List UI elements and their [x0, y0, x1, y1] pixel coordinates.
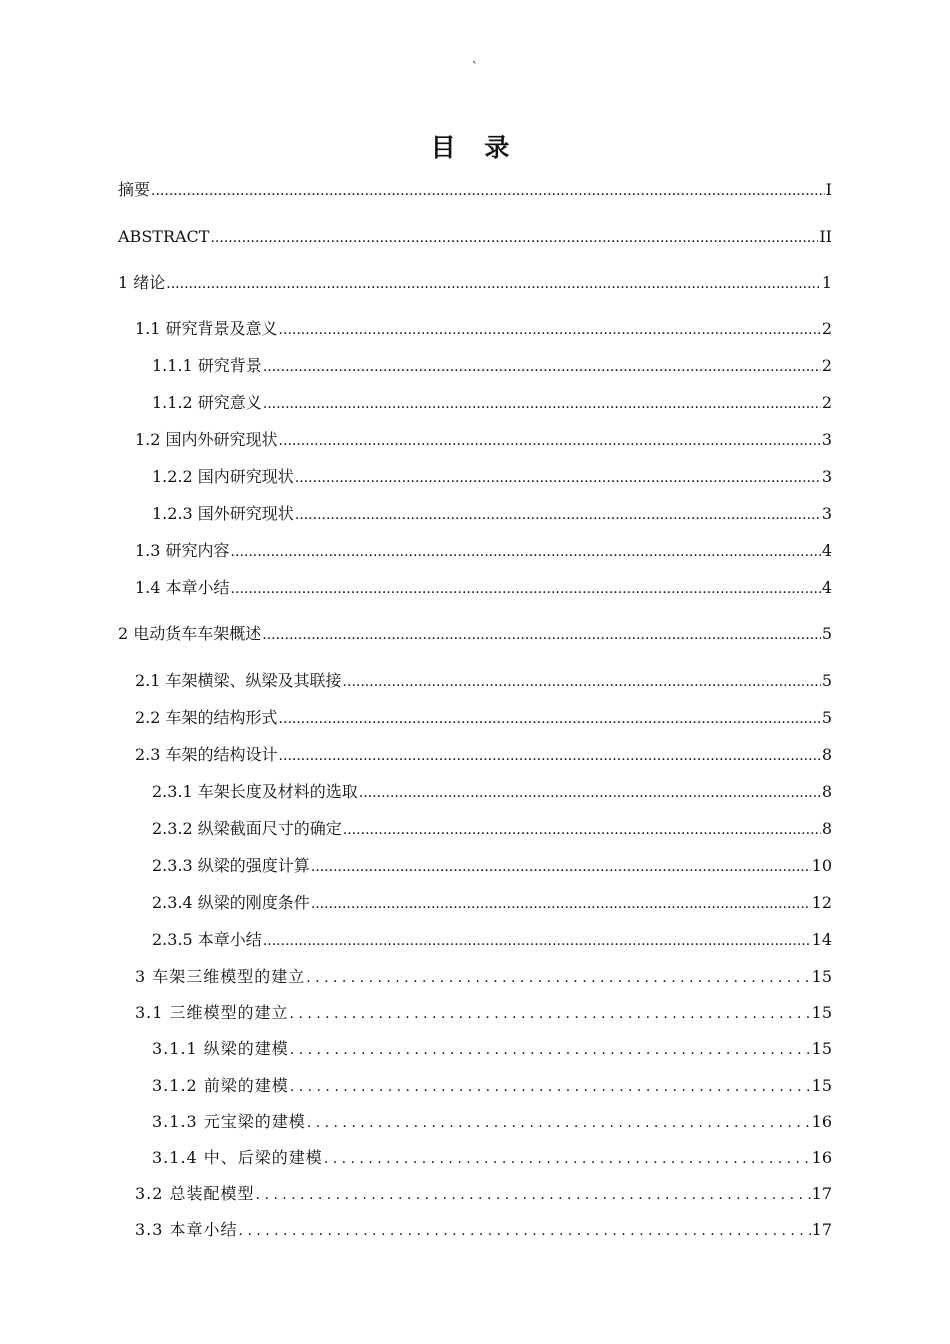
toc-entry-page-number: 8	[821, 745, 832, 764]
toc-entry-page-number: 10	[811, 856, 832, 875]
toc-entry[interactable]	[135, 540, 832, 562]
toc-entry[interactable]	[152, 392, 832, 414]
toc-entry-label: 2.2 车架的结构形式	[135, 708, 278, 727]
toc-entry-page-number: 16	[811, 1112, 832, 1131]
toc-entry[interactable]	[152, 1038, 832, 1060]
toc-dot-leader	[151, 179, 825, 201]
toc-entry-page-number: 3	[821, 504, 832, 523]
toc-entry[interactable]	[118, 179, 832, 201]
toc-entry-label: 2.3.3 纵梁的强度计算	[152, 856, 310, 875]
toc-entry-label: 3.1.2 前梁的建模	[152, 1076, 289, 1095]
toc-entry-label: 1.1.2 研究意义	[152, 393, 262, 412]
toc-dot-leader	[279, 318, 821, 340]
toc-entry[interactable]	[135, 707, 832, 729]
toc-dot-leader	[311, 855, 811, 877]
toc-dot-leader	[359, 781, 821, 803]
toc-dot-leader	[279, 744, 821, 766]
toc-entry[interactable]	[152, 781, 832, 803]
toc-dot-leader	[279, 429, 821, 451]
toc-entry-page-number: 16	[811, 1148, 832, 1167]
toc-entry-page-number: 17	[811, 1220, 832, 1239]
toc-entry-label: 2.3 车架的结构设计	[135, 745, 278, 764]
toc-entry[interactable]	[152, 503, 832, 525]
toc-entry-label: 1.2 国内外研究现状	[135, 430, 278, 449]
toc-entry-page-number: 3	[821, 467, 832, 486]
toc-entry[interactable]	[135, 429, 832, 451]
toc-entry-label: 3.1.1 纵梁的建模	[152, 1039, 289, 1058]
toc-dot-leader	[263, 392, 821, 414]
toc-entry-label: 3.1.4 中、后梁的建模	[152, 1148, 323, 1167]
toc-entry-page-number: 15	[811, 1076, 832, 1095]
toc-entry[interactable]	[135, 318, 832, 340]
toc-entry[interactable]	[152, 1075, 832, 1097]
toc-entry-label: 2.3.2 纵梁截面尺寸的确定	[152, 819, 342, 838]
toc-entry-page-number: 4	[821, 541, 832, 560]
toc-entry-page-number: 5	[821, 708, 832, 727]
toc-entry-label: 1.1 研究背景及意义	[135, 319, 278, 338]
toc-dot-leader	[290, 1075, 811, 1097]
toc-entry[interactable]	[118, 623, 832, 645]
toc-entry-page-number: 8	[821, 819, 832, 838]
toc-dot-leader	[290, 1002, 811, 1024]
toc-dot-leader	[231, 540, 821, 562]
toc-entry-label: 3.1 三维模型的建立	[135, 1003, 289, 1022]
toc-entry-page-number: 2	[821, 319, 832, 338]
toc-entry[interactable]	[152, 929, 832, 951]
toc-entry-page-number: I	[825, 180, 832, 199]
toc-entry[interactable]	[152, 1111, 832, 1133]
toc-dot-leader	[263, 355, 821, 377]
toc-entry-label: ABSTRACT	[118, 227, 210, 246]
toc-entry-label: 2.3.5 本章小结	[152, 930, 262, 949]
toc-entry[interactable]	[118, 226, 832, 248]
toc-dot-leader	[231, 577, 821, 599]
toc-entry-label: 3.2 总装配模型	[135, 1184, 255, 1203]
toc-dot-leader	[306, 966, 810, 988]
toc-entry-page-number: 15	[811, 967, 832, 986]
toc-entry-label: 1.1.1 研究背景	[152, 356, 262, 375]
toc-entry-label: 1.2.2 国内研究现状	[152, 467, 294, 486]
toc-entry[interactable]	[135, 1183, 832, 1205]
toc-dot-leader	[311, 892, 811, 914]
toc-entry-page-number: 2	[821, 393, 832, 412]
toc-dot-leader	[295, 466, 821, 488]
toc-entry-page-number: 17	[811, 1184, 832, 1203]
toc-entry[interactable]	[135, 966, 832, 988]
toc-entry-page-number: 1	[821, 273, 832, 292]
toc-entry-label: 1.4 本章小结	[135, 578, 230, 597]
toc-entry-label: 3.1.3 元宝梁的建模	[152, 1112, 306, 1131]
toc-entry-page-number: 14	[811, 930, 832, 949]
toc-dot-leader	[279, 707, 821, 729]
toc-entry-label: 摘要	[118, 180, 151, 199]
toc-entry-page-number: 3	[821, 430, 832, 449]
toc-entry[interactable]	[135, 1219, 832, 1241]
toc-entry-label: 2.1 车架横梁、纵梁及其联接	[135, 671, 342, 690]
toc-entry-page-number: 15	[811, 1003, 832, 1022]
toc-entry[interactable]	[152, 855, 832, 877]
toc-entry-label: 1.2.3 国外研究现状	[152, 504, 294, 523]
toc-dot-leader	[343, 818, 821, 840]
toc-entry-page-number: 5	[821, 624, 832, 643]
toc-entry-label: 2 电动货车车架概述	[118, 624, 262, 643]
toc-dot-leader	[295, 503, 821, 525]
toc-entry[interactable]	[118, 272, 832, 294]
toc-entry-page-number: 8	[821, 782, 832, 801]
toc-dot-leader	[290, 1038, 811, 1060]
toc-entry-page-number: 2	[821, 356, 832, 375]
toc-dot-leader	[324, 1147, 811, 1169]
toc-entry-label: 1.3 研究内容	[135, 541, 230, 560]
toc-entry-label: 2.3.4 纵梁的刚度条件	[152, 893, 310, 912]
toc-dot-leader	[263, 929, 811, 951]
toc-entry-page-number: 15	[811, 1039, 832, 1058]
toc-entry[interactable]	[135, 577, 832, 599]
toc-title: 目 录	[430, 133, 520, 162]
toc-dot-leader	[262, 623, 821, 645]
toc-entry-label: 2.3.1 车架长度及材料的选取	[152, 782, 358, 801]
toc-entry[interactable]	[152, 1147, 832, 1169]
toc-entry[interactable]	[135, 1002, 832, 1024]
toc-dot-leader	[239, 1219, 811, 1241]
toc-entry[interactable]	[135, 670, 832, 692]
toc-entry-page-number: 5	[821, 671, 832, 690]
toc-entry-label: 1 绪论	[118, 273, 166, 292]
toc-entry[interactable]	[152, 466, 832, 488]
toc-dot-leader	[166, 272, 821, 294]
toc-entry[interactable]	[152, 892, 832, 914]
toc-entry[interactable]	[152, 355, 832, 377]
header-mark: `	[471, 60, 479, 76]
toc-entry-page-number: 4	[821, 578, 832, 597]
toc-dot-leader	[210, 226, 818, 248]
toc-entry[interactable]	[135, 744, 832, 766]
toc-dot-leader	[343, 670, 821, 692]
toc-entry-label: 3 车架三维模型的建立	[135, 967, 306, 986]
toc-entry-page-number: II	[819, 227, 832, 246]
toc-entry[interactable]	[152, 818, 832, 840]
toc-dot-leader	[256, 1183, 811, 1205]
toc-dot-leader	[307, 1111, 811, 1133]
toc-entry-page-number: 12	[811, 893, 832, 912]
toc-entry-label: 3.3 本章小结	[135, 1220, 238, 1239]
